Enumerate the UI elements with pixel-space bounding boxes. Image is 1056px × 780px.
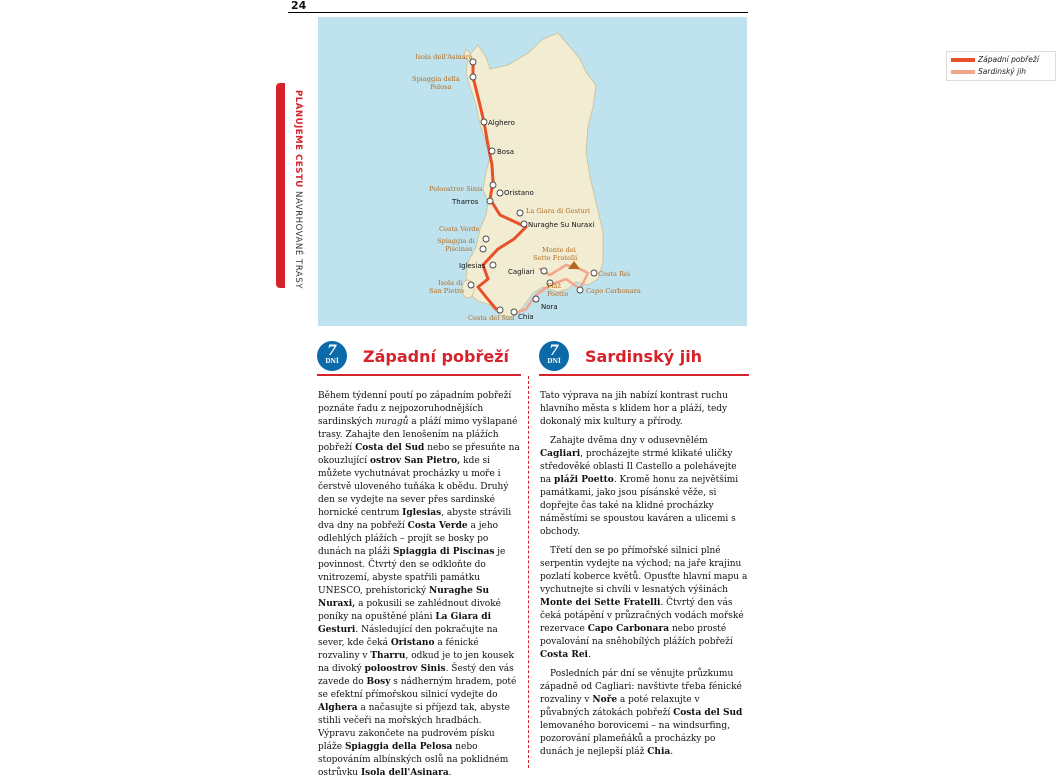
top-rule: [288, 12, 748, 13]
sardinia-route-map: [318, 17, 1039, 326]
label-pelosa-2: Pelosa: [430, 83, 452, 91]
days-label-right: DNÍ: [547, 358, 561, 365]
marker-piscinas: [480, 246, 486, 252]
label-asinara: Isola dell'Asinara: [415, 53, 473, 61]
label-costa-rei: Costa Rei: [598, 270, 631, 278]
label-sinis: Poloostrov Sinis: [429, 185, 483, 193]
label-tharros: Tharros: [452, 198, 479, 206]
itinerary-text-left: [318, 390, 521, 780]
section-tab: [276, 83, 285, 288]
label-san-pietro-1: Isola di: [438, 279, 463, 287]
paragraph: Tato výprava na jih nabízí kontrast ruchu hlavního města s klidem hor a pláží, tedy dokonalý mix kultury a přírody.: [540, 391, 728, 427]
legend-item-west: [951, 55, 1039, 64]
marker-alghero: [481, 119, 487, 125]
paragraph: Posledních pár dní se věnujte průzkumu západně od Cagliari: navštivte třeba fénické rozvaliny v Noře a poté relaxujte v půvabných zátokách pobřeží Costa del Sud lemovaného borovicemi – na windsurfing, pozorování plameňáků a procházky po dunách je nejlepší pláž Chia.: [540, 669, 743, 757]
itinerary-title-right: Sardinský jih: [585, 347, 703, 366]
section-label-bold: PLÁNUJEME CESTU: [293, 90, 303, 188]
label-cagliari: Cagliari: [508, 268, 535, 276]
label-oristano: Oristano: [504, 189, 534, 197]
legend-swatch-south: [951, 70, 975, 74]
itinerary-text-right: [540, 390, 748, 759]
section-label: [293, 90, 303, 289]
marker-cagliari: [541, 268, 547, 274]
label-nora: Nora: [541, 303, 558, 311]
heading-rule-left: [317, 374, 521, 376]
marker-san-pietro: [468, 282, 474, 288]
marker-costa-sud: [497, 307, 503, 313]
column-separator: [528, 376, 529, 768]
page-number: 24: [291, 0, 307, 12]
map-legend: [946, 51, 1056, 81]
itinerary-title-left: Západní pobřeží: [363, 347, 509, 366]
legend-label-west: Západní pobřeží: [978, 55, 1039, 64]
label-sette-1: Monte dei: [542, 246, 576, 254]
days-number-left: 7: [327, 343, 337, 359]
marker-iglesias: [490, 262, 496, 268]
heading-rule-right: [539, 374, 749, 376]
label-costa-sud: Costa del Sud: [468, 314, 515, 322]
label-bosa: Bosa: [497, 148, 515, 156]
marker-carbonara: [577, 287, 583, 293]
label-giara: La Giara di Gesturi: [526, 207, 591, 215]
label-piscinas-2: Piscinas: [445, 245, 473, 253]
legend-label-south: Sardinský jih: [978, 67, 1027, 76]
marker-sinis: [490, 182, 496, 188]
days-badge-right: [539, 341, 569, 371]
marker-nora: [533, 296, 539, 302]
marker-costa-verde: [483, 236, 489, 242]
label-poetto-1: Pláž: [547, 282, 561, 290]
label-costa-verde: Costa Verde: [439, 225, 480, 233]
marker-bosa: [489, 148, 495, 154]
marker-nuraxi: [521, 221, 527, 227]
marker-oristano: [497, 190, 503, 196]
days-badge-left: [317, 341, 347, 371]
label-carbonara: Capo Carbonara: [586, 287, 641, 295]
section-label-normal: NAVRHOVANÉ TRASY: [293, 191, 303, 289]
marker-pelosa: [470, 74, 476, 80]
label-poetto-2: Poetto: [547, 290, 569, 298]
label-piscinas-1: Spiaggia di: [437, 237, 475, 245]
paragraph: Během týdenní poutí po západním pobřeží poznáte řadu z nejpozoruhodnějších sardinských nuragů a pláží mimo vyšlapané trasy. Zahajte den lenošením na plážích pobřeží Costa del Sud nebo se přesuňte na okouzlující ostrov San Pietro, kde si můžete vychutnávat procházky u moře i čerstvě uloveného tuňáka k obědu. Druhý den se vydejte na sever přes sardinské hornické centrum Iglesias, abyste strávili dva dny na pobřeží Costa Verde a jeho odlehlých plážích – projít se bosky po dunách na pláži Spiaggia di Piscinas je povinnost. Čtvrtý den se odkloňte do vnitrozemí, abyste spatřili památku UNESCO, prehistorický Nuraghe Su Nuraxi, a pokusili se zahlédnout divoké poníky na opuštěné pláni La Giara di Gesturi. Následující den pokračujte na sever, kde čeká Oristano a fénické rozvaliny v Tharru, odkud je to jen kousek na divoký poloostrov Sinis. Šestý den vás zavede do Bosy s nádherným hradem, poté se efektní přímořskou silnicí vydejte do Alghera a načasujte si příjezd tak, abyste stihli večeři na mořských hradbách. Výpravu zakončete na pudrovém písku pláže Spiaggia della Pelosa nebo stopováním albínských oslů na poklidném ostrůvku Isola dell'Asinara.: [318, 391, 520, 778]
label-iglesias: Iglesias: [459, 262, 486, 270]
paragraph: Zahajte dvěma dny v odusevnělém Cagliari, procházejte strmé klikaté uličky středověké oblasti Il Castello a polehávejte na pláži Poetto. Kromě honu za největšími památkami, jako jsou písánské věže, si dopřejte čas také na klidné procházky náměstími se spoustou kaváren a ulicemi s obchody.: [540, 436, 739, 537]
legend-item-south: [951, 67, 1026, 76]
days-label-left: DNÍ: [325, 358, 339, 365]
label-nuraxi: Nuraghe Su Nuraxi: [528, 221, 595, 229]
label-sette-2: Sette Fratelli: [533, 254, 578, 262]
marker-tharros: [487, 198, 493, 204]
label-san-pietro-2: San Pietro: [429, 287, 465, 295]
marker-costa-rei: [591, 270, 597, 276]
marker-giara: [517, 210, 523, 216]
label-chia: Chia: [518, 313, 534, 321]
label-alghero: Alghero: [488, 119, 515, 127]
paragraph: Třetí den se po přímořské silnici plné serpentin vydejte na východ; na jaře krajinu pozlatí koberce květů. Opusťte hlavní mapu a vychutnejte si chvíli v lesnatých výšinách Monte dei Sette Fratelli. Čtvrtý den vás čeká potápění v průzračných vodách mořské rezervace Capo Carbonara nebo prosté povalování na sněhobílých plážích pobřeží Costa Rei.: [540, 546, 748, 660]
legend-swatch-west: [951, 58, 975, 62]
label-pelosa-1: Spiaggia della: [412, 75, 460, 83]
days-number-right: 7: [549, 343, 559, 359]
